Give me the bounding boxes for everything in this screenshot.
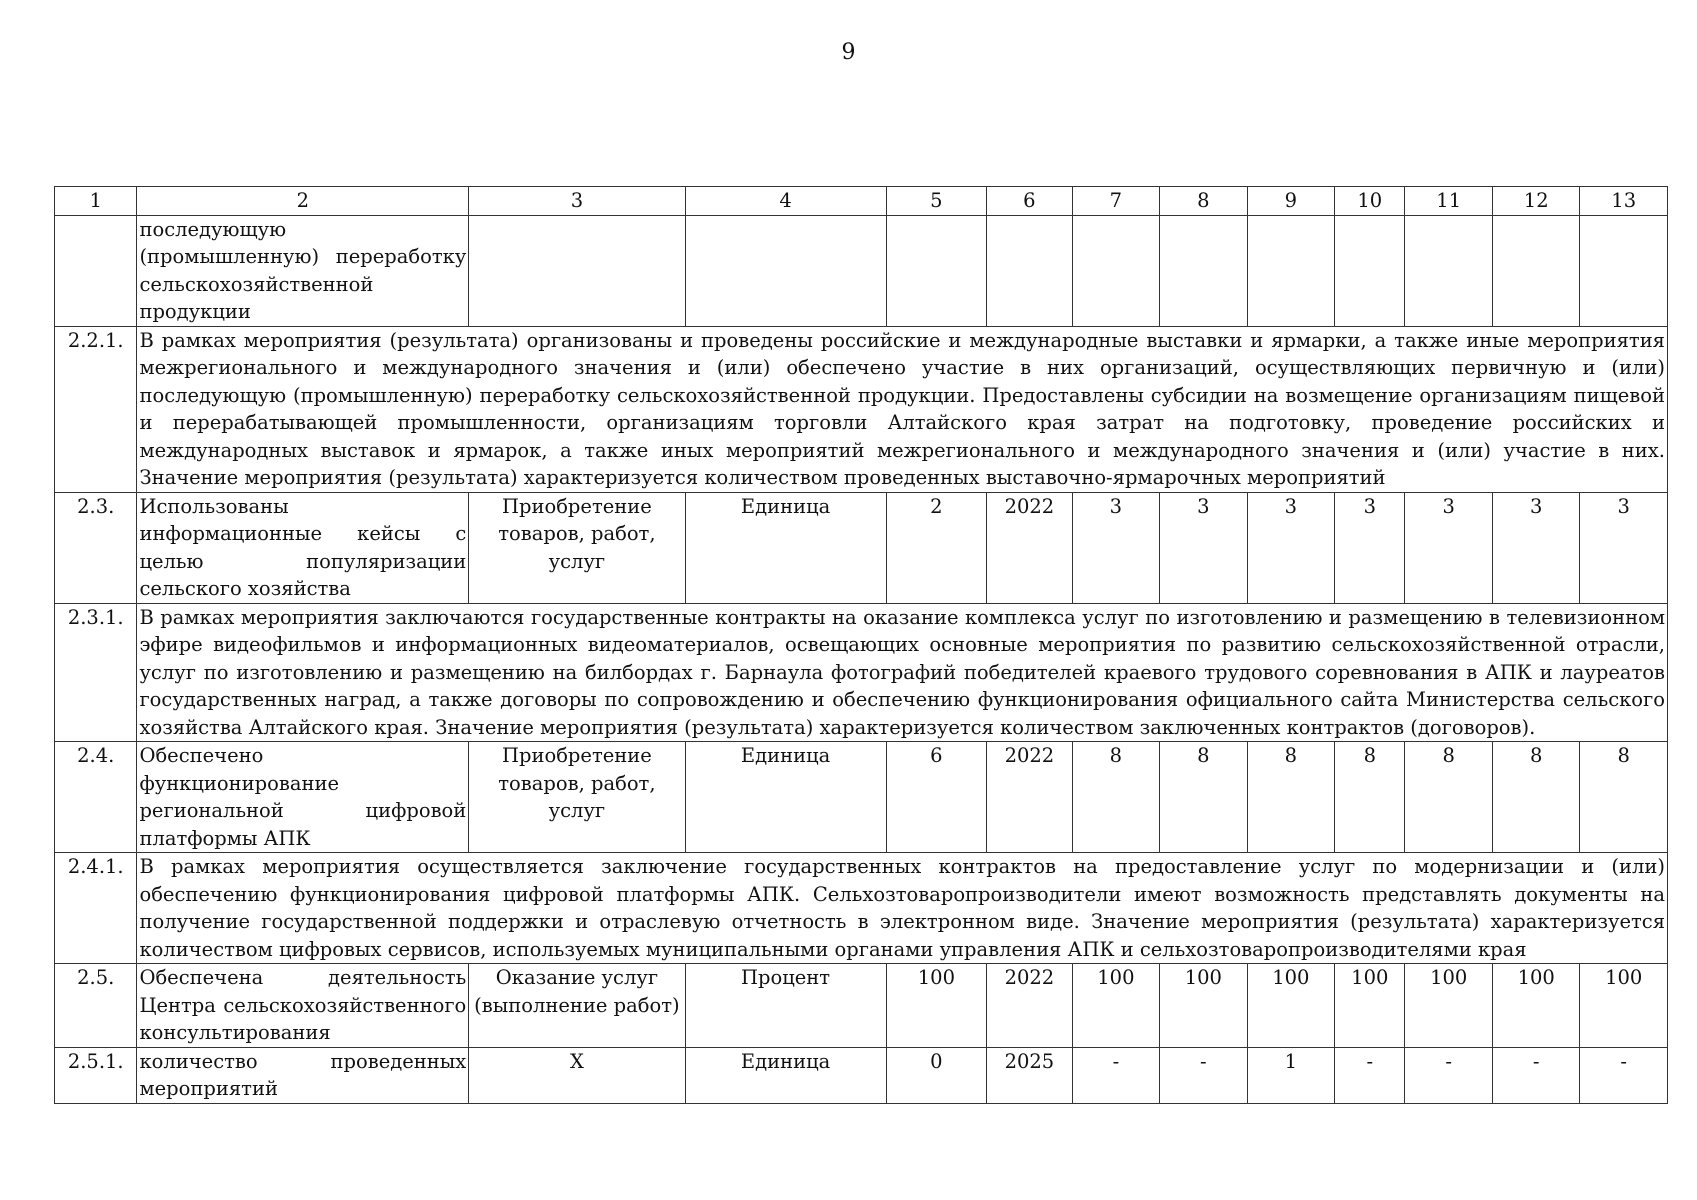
empty-cell	[1335, 215, 1405, 326]
empty-cell	[1072, 215, 1159, 326]
row-code-cell	[55, 215, 137, 326]
row-kind-cell: Приобретение товаров, работ, услуг	[469, 492, 685, 603]
row-name-cell: Использованы информационные кейсы с целью популяризации сельского хозяйства	[137, 492, 469, 603]
row-code-cell: 2.5.	[55, 964, 137, 1048]
row-unit-cell: Единица	[685, 1047, 886, 1103]
row-value-cell: 3	[1580, 492, 1668, 603]
table-row	[55, 742, 1668, 853]
row-value-cell: -	[1492, 1047, 1579, 1103]
row-value-cell: 100	[1072, 964, 1159, 1048]
row-unit-cell: Единица	[685, 492, 886, 603]
row-value-cell: 8	[1160, 742, 1247, 853]
column-number: 5	[886, 187, 987, 216]
row-value-cell: -	[1072, 1047, 1159, 1103]
row-unit-cell: Процент	[685, 964, 886, 1048]
row-value-cell: 8	[1072, 742, 1159, 853]
empty-cell	[1492, 215, 1579, 326]
row-code-cell: 2.4.	[55, 742, 137, 853]
column-number: 2	[137, 187, 469, 216]
row-name-cell: Обеспечено функционирование региональной цифровой платформы АПК	[137, 742, 469, 853]
empty-cell	[685, 215, 886, 326]
table-row-description	[55, 326, 1668, 492]
table-row-description	[55, 853, 1668, 964]
empty-cell	[1247, 215, 1334, 326]
row-value-cell: 3	[1160, 492, 1247, 603]
column-number: 4	[685, 187, 886, 216]
empty-cell	[987, 215, 1072, 326]
row-value-cell: -	[1160, 1047, 1247, 1103]
empty-cell	[1405, 215, 1492, 326]
empty-cell	[1160, 215, 1247, 326]
row-value-cell: 3	[1492, 492, 1579, 603]
column-number: 12	[1492, 187, 1579, 216]
table-row	[55, 964, 1668, 1048]
table-row	[55, 492, 1668, 603]
column-number: 3	[469, 187, 685, 216]
column-number: 9	[1247, 187, 1334, 216]
row-code-cell: 2.2.1.	[55, 326, 137, 492]
column-number: 7	[1072, 187, 1159, 216]
row-kind-cell: Приобретение товаров, работ, услуг	[469, 742, 685, 853]
row-value-cell: 100	[1247, 964, 1334, 1048]
row-value-cell: 100	[1580, 964, 1668, 1048]
row-value-cell: -	[1335, 1047, 1405, 1103]
header-row	[55, 187, 1668, 216]
row-value-cell: 100	[1160, 964, 1247, 1048]
row-base-year-cell: 2022	[987, 742, 1072, 853]
column-number: 8	[1160, 187, 1247, 216]
table-row	[55, 1047, 1668, 1103]
row-value-cell: 1	[1247, 1047, 1334, 1103]
row-value-cell: -	[1580, 1047, 1668, 1103]
row-base-value-cell: 2	[886, 492, 987, 603]
row-base-year-cell: 2025	[987, 1047, 1072, 1103]
column-number: 6	[987, 187, 1072, 216]
table-row	[55, 215, 1668, 326]
row-base-value-cell: 0	[886, 1047, 987, 1103]
row-name-cell: последующую (промышленную) переработку сельскохозяйственной продукции	[137, 215, 469, 326]
empty-cell	[1580, 215, 1668, 326]
row-name-cell: Обеспечена деятельность Центра сельскохозяйственного консультирования	[137, 964, 469, 1048]
row-kind-cell: Х	[469, 1047, 685, 1103]
row-base-year-cell: 2022	[987, 964, 1072, 1048]
row-value-cell: 3	[1335, 492, 1405, 603]
row-value-cell: 8	[1580, 742, 1668, 853]
row-value-cell: 8	[1492, 742, 1579, 853]
column-number: 1	[55, 187, 137, 216]
row-base-value-cell: 100	[886, 964, 987, 1048]
row-code-cell: 2.3.	[55, 492, 137, 603]
empty-cell	[886, 215, 987, 326]
empty-cell	[469, 215, 685, 326]
row-value-cell: 100	[1492, 964, 1579, 1048]
row-value-cell: 3	[1072, 492, 1159, 603]
table-row-description	[55, 603, 1668, 742]
row-base-value-cell: 6	[886, 742, 987, 853]
row-name-cell: количество проведенных мероприятий	[137, 1047, 469, 1103]
row-value-cell: 100	[1405, 964, 1492, 1048]
row-value-cell: 100	[1335, 964, 1405, 1048]
row-unit-cell: Единица	[685, 742, 886, 853]
row-value-cell: 8	[1405, 742, 1492, 853]
column-number: 11	[1405, 187, 1492, 216]
row-value-cell: -	[1405, 1047, 1492, 1103]
row-base-year-cell: 2022	[987, 492, 1072, 603]
row-code-cell: 2.5.1.	[55, 1047, 137, 1103]
row-value-cell: 3	[1405, 492, 1492, 603]
row-value-cell: 8	[1247, 742, 1334, 853]
page-number: 9	[841, 40, 856, 65]
row-value-cell: 3	[1247, 492, 1334, 603]
row-kind-cell: Оказание услуг (выполнение работ)	[469, 964, 685, 1048]
row-value-cell: 8	[1335, 742, 1405, 853]
column-number: 13	[1580, 187, 1668, 216]
row-description-cell: В рамках мероприятия (результата) организованы и проведены российские и международные выставки и ярмарки, а также иные мероприятия межрегионального и международного значения и (или) обеспечено участие в них организаций, осуществляющих первичную и (или) последующую (промышленную) переработку сельскохозяйственной продукции. Предоставлены субсидии на возмещение организациям пищевой и перерабатывающей промышленности, организациям торговли Алтайского края затрат на подготовку, проведение российских и международных выставок и ярмарок, а также иных мероприятий межрегионального и международного значения и (или) участие в них. Значение мероприятия (результата) характеризуется количеством проведенных выставочно-ярмарочных мероприятий	[137, 326, 1668, 492]
column-number: 10	[1335, 187, 1405, 216]
row-description-cell: В рамках мероприятия заключаются государственные контракты на оказание комплекса услуг по изготовлению и размещению в телевизионном эфире видеофильмов и информационных видеоматериалов, освещающих основные мероприятия по развитию сельскохозяйственной отрасли, услуг по изготовлению и размещению на билбордах г. Барнаула фотографий победителей краевого трудового соревнования в АПК и лауреатов государственных наград, а также договоры по сопровождению и обеспечению функционирования официального сайта Министерства сельского хозяйства Алтайского края. Значение мероприятия (результата) характеризуется количеством заключенных контрактов (договоров).	[137, 603, 1668, 742]
indicators-table	[54, 186, 1668, 1104]
row-code-cell: 2.4.1.	[55, 853, 137, 964]
row-code-cell: 2.3.1.	[55, 603, 137, 742]
row-description-cell: В рамках мероприятия осуществляется заключение государственных контрактов на предоставление услуг по модернизации и (или) обеспечению функционирования цифровой платформы АПК. Сельхозтоваропроизводители имеют возможность представлять документы на получение государственной поддержки и отраслевую отчетность в электронном виде. Значение мероприятия (результата) характеризуется количеством цифровых сервисов, используемых муниципальными органами управления АПК и сельхозтоваропроизводителями края	[137, 853, 1668, 964]
